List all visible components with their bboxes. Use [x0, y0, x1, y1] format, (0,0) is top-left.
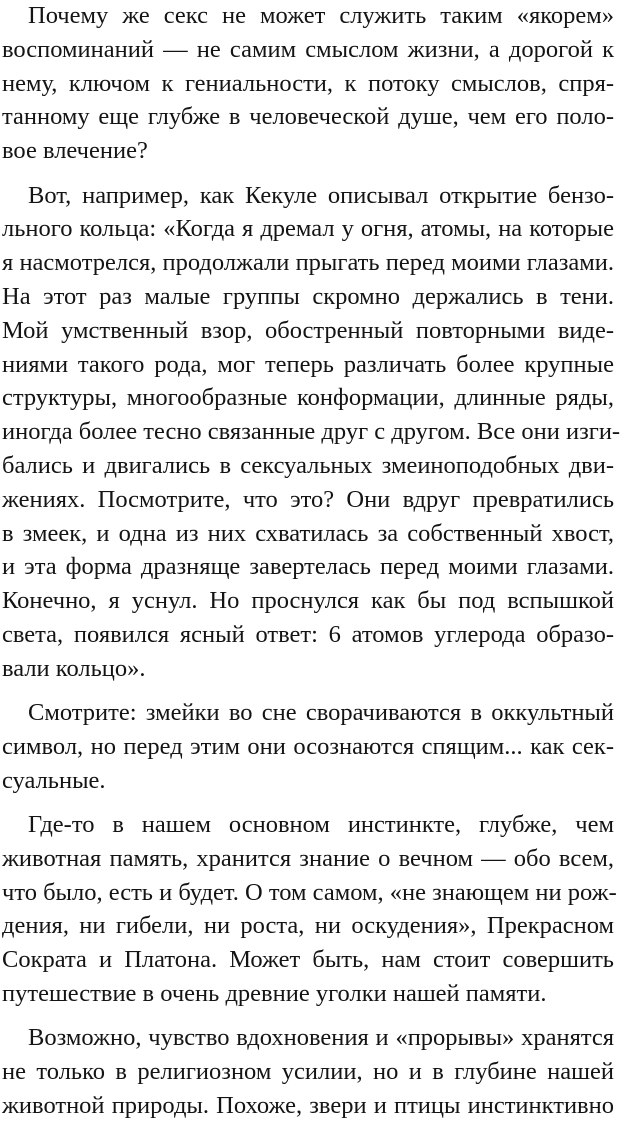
text-line: Почему же секс не может служить таким «якорем» — [28, 2, 614, 29]
text-line: Мой умственный взор, обостренный повторными виде- — [2, 316, 614, 344]
text-line: нему, ключом к гениальности, к потоку смыслов, спря- — [2, 69, 614, 97]
book-page — [2, 0, 620, 1119]
text-line: я насмотрелся, продолжали прыгать перед моими глазами. — [2, 249, 614, 277]
text-line: света, появился ясный ответ: 6 атомов углерода образо- — [2, 620, 614, 648]
text-line: Сократа и Платона. Может быть, нам стоит совершить — [2, 946, 614, 974]
text-line: ниями такого рода, мог теперь различать более крупные — [2, 350, 614, 378]
text-line: животная память, хранится знание о вечном — обо всем, — [2, 844, 614, 872]
text-line: Возможно, чувство вдохновения и «прорывы» хранятся — [28, 1024, 614, 1052]
text-line: и эта форма дразняще завертелась перед моими глазами. — [2, 553, 614, 581]
text-line: бались и двигались в сексуальных змеиноподобных дви- — [2, 451, 614, 479]
text-line: льного кольца: «Когда я дремал у огня, атомы, на которые — [2, 215, 614, 243]
text-line: иногда более тесно связанные друг с другом. Все они изги- — [2, 418, 620, 446]
text-line: На этот раз малые группы скромно держались в тени. — [2, 282, 614, 310]
text-line: Вот, например, как Кекуле описывал открытие бензо- — [28, 181, 614, 209]
text-line: структуры, многообразные конформации, длинные ряды, — [2, 384, 614, 412]
text-line: жениях. Посмотрите, что это? Они вдруг превратились — [2, 485, 614, 513]
text-line: путешествие в очень древние уголки нашей памяти. — [2, 979, 547, 1007]
text-line: вали кольцо». — [2, 654, 146, 682]
text-line: в змеек, и одна из них схватилась за собственный хвост, — [2, 519, 614, 547]
text-line: Конечно, я уснул. Но проснулся как бы под вспышкой — [2, 587, 614, 615]
text-line: дения, ни гибели, ни роста, ни оскудения», Прекрасном — [2, 912, 614, 940]
text-line: суальные. — [2, 766, 106, 794]
text-line: символ, но перед этим они осознаются спящим... как сек- — [2, 732, 614, 760]
text-line: животной природы. Похоже, звери и птицы инстинктивно — [2, 1091, 614, 1119]
text-line: вое влечение? — [2, 137, 148, 165]
text-line: что было, есть и будет. О том самом, «не знающем ни рож- — [2, 878, 617, 906]
text-line: воспоминаний — не самим смыслом жизни, а дорогой к — [2, 35, 614, 63]
text-line: не только в религиозном усилии, но и в глубине нашей — [2, 1058, 614, 1085]
text-line: танному еще глубже в человеческой душе, чем его поло- — [2, 103, 614, 131]
text-line: Где-то в нашем основном инстинкте, глубже, чем — [28, 810, 614, 838]
text-line: Смотрите: змейки во сне сворачиваются в оккультный — [28, 699, 614, 726]
